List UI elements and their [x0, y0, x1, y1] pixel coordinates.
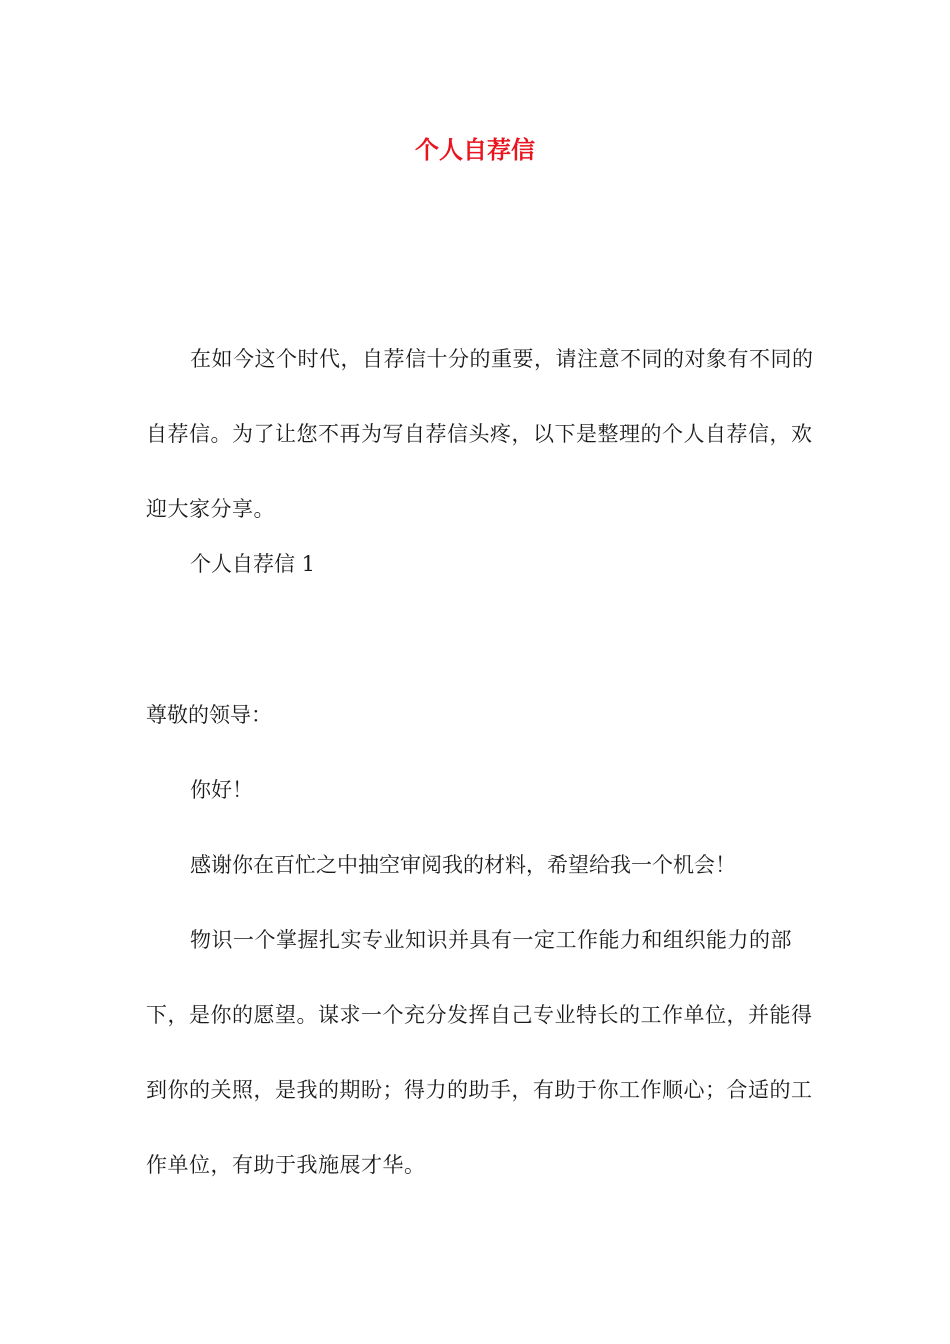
document-title: 个人自荐信 — [415, 136, 535, 164]
body-paragraph: 物识一个掌握扎实专业知识并具有一定工作能力和组织能力的部下，是你的愿望。谋求一个充分发挥自己专业特长的工作单位，并能得到你的关照，是我的期盼；得力的助手，有助于你工作顺心；合适的工作单位，有助于我施展才华。 — [146, 928, 813, 1177]
intro-paragraph: 在如今这个时代，自荐信十分的重要，请注意不同的对象有不同的自荐信。为了让您不再为写自荐信头疼，以下是整理的个人自荐信，欢迎大家分享。 — [146, 347, 814, 521]
salutation: 尊敬的领导： — [146, 703, 272, 727]
thanks-line: 感谢你在百忙之中抽空审阅我的材料，希望给我一个机会！ — [190, 853, 736, 877]
greeting: 你好！ — [190, 778, 253, 802]
section-heading: 个人自荐信 1 — [190, 552, 316, 576]
